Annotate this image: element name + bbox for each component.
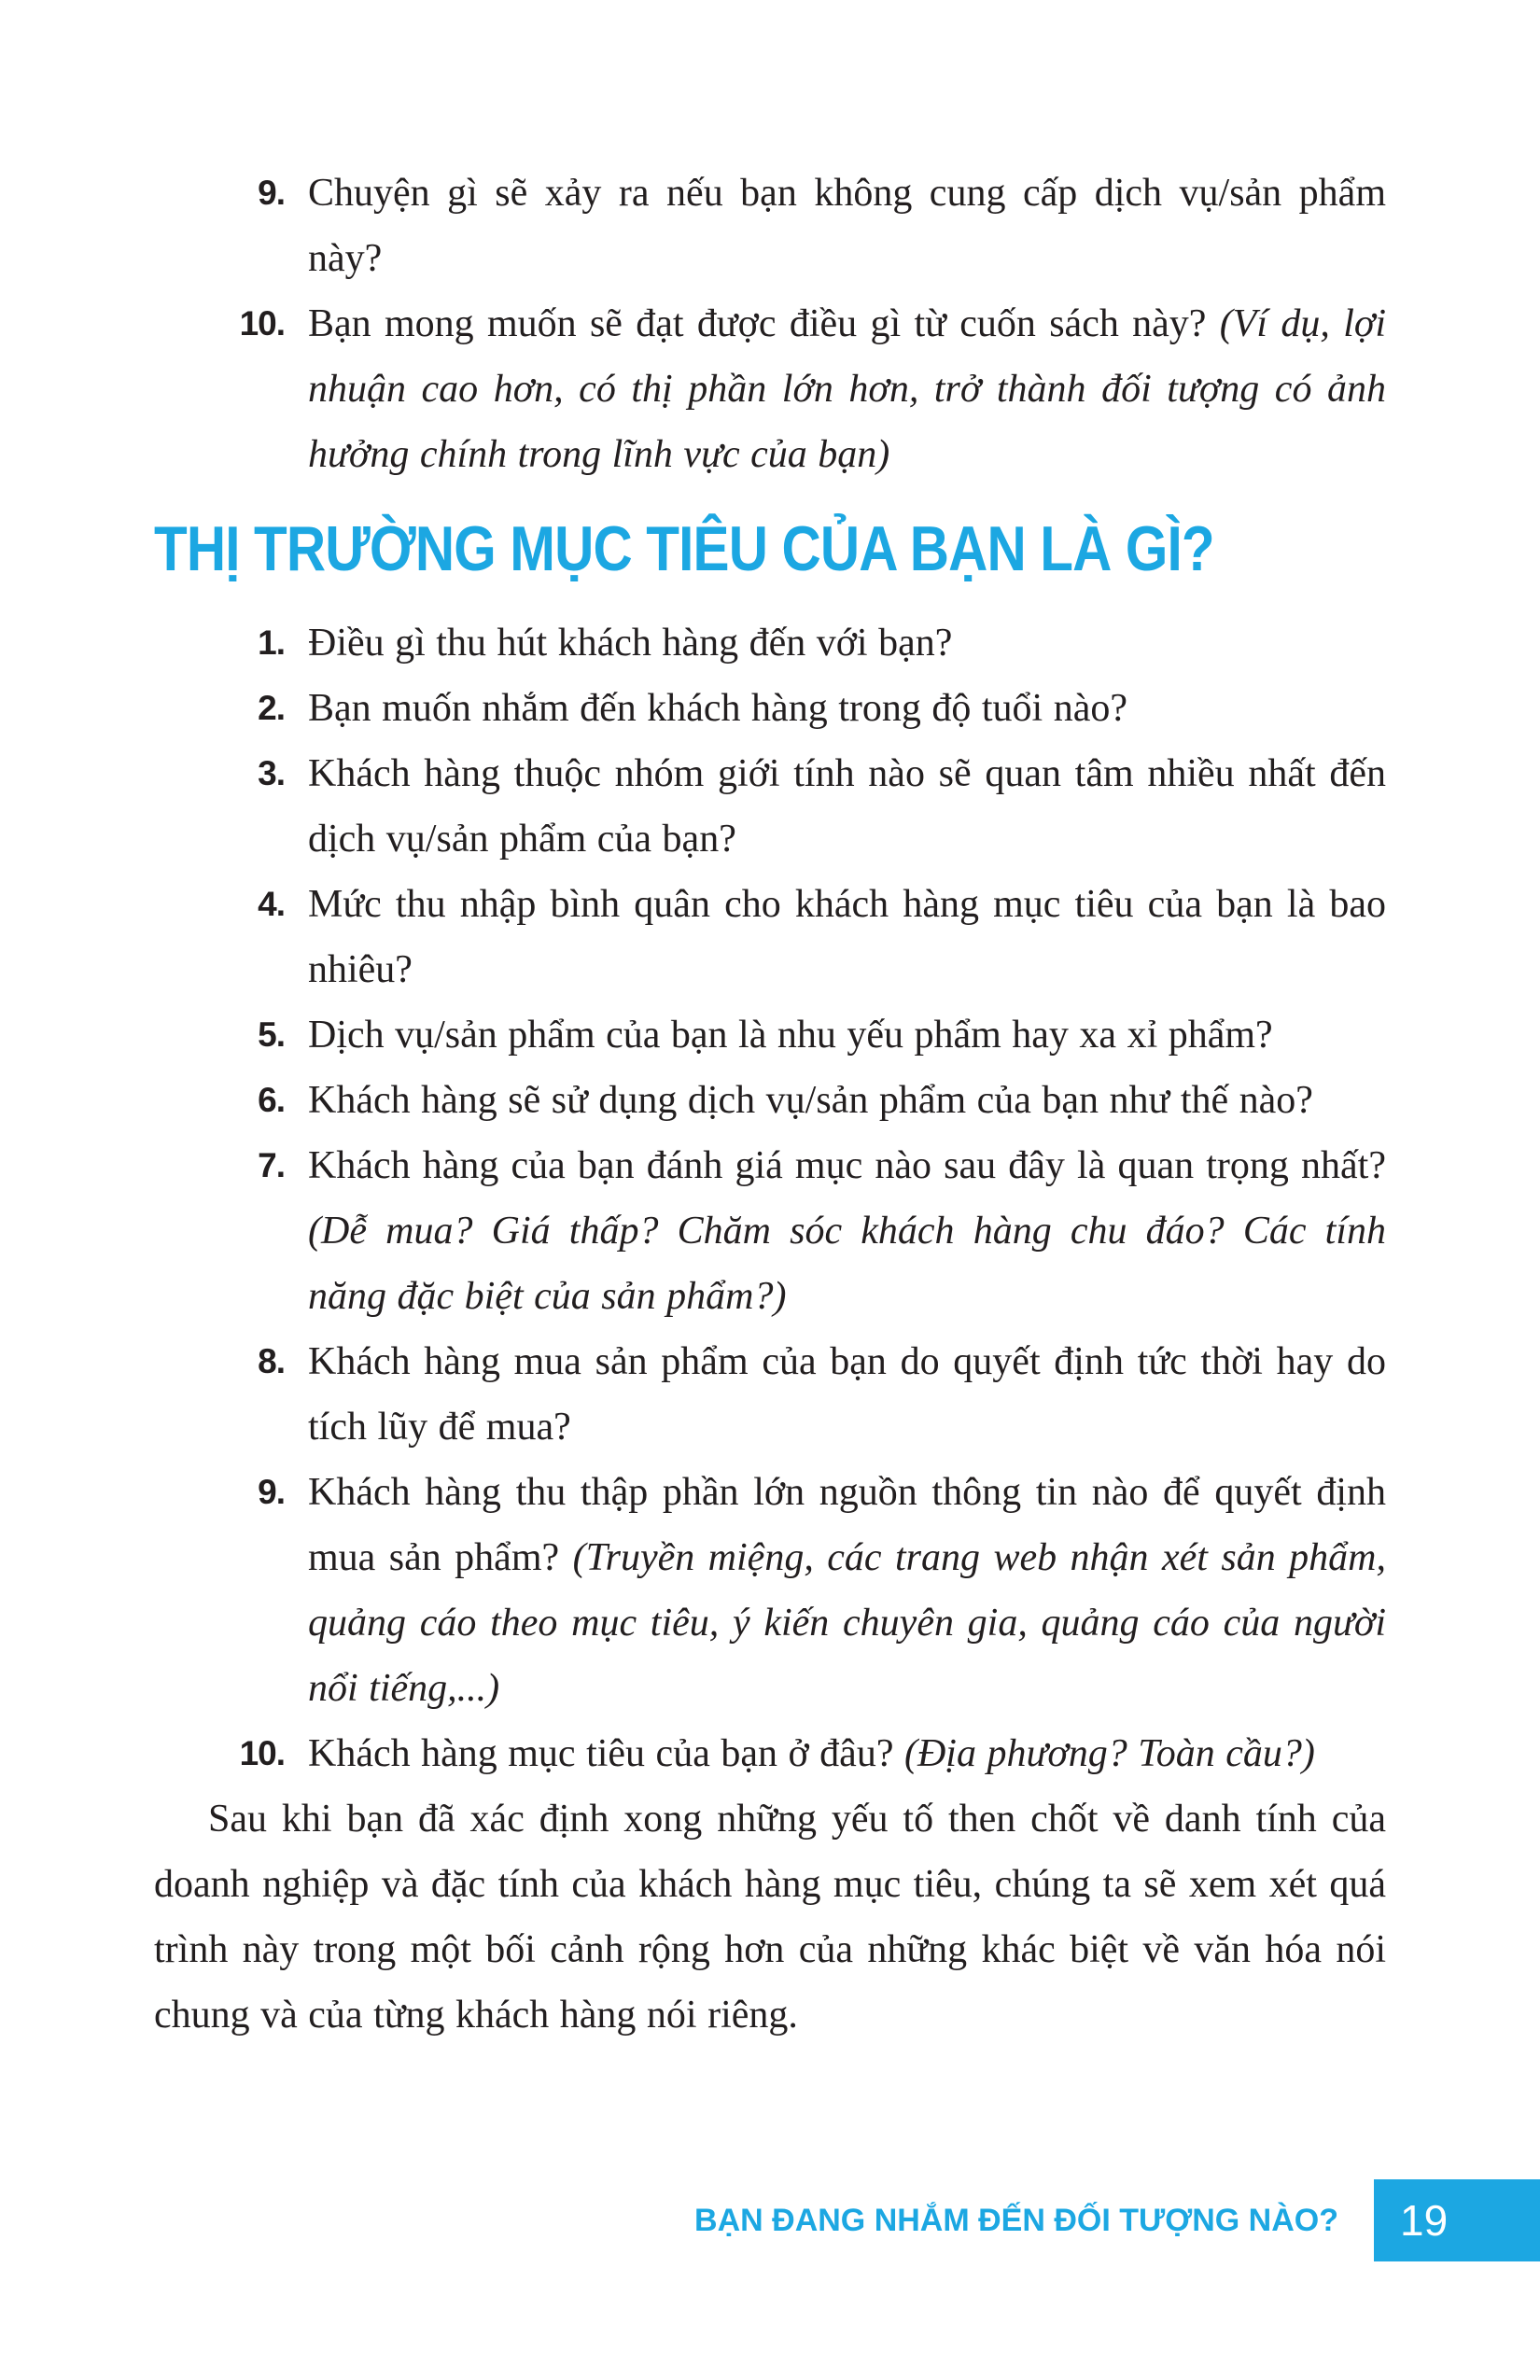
question-text: Bạn muốn nhắm đến khách hàng trong độ tuổi nào? [308, 687, 1127, 730]
question-item [154, 1068, 1386, 1133]
question-text: Bạn mong muốn sẽ đạt được điều gì từ cuốn sách này? (Ví dụ, lợi nhuận cao hơn, có thị phần lớn hơn, trở thành đối tượng có ảnh hưởng chính trong lĩnh vực của bạn) [308, 302, 1386, 476]
question-item [154, 291, 1386, 487]
section-heading-text: THỊ TRƯỜNG MỤC TIÊU CỦA BẠN LÀ GÌ? [154, 513, 1214, 584]
question-item [154, 1460, 1386, 1721]
intro-question-list [154, 161, 1386, 487]
page-number: 19 [1400, 2196, 1449, 2245]
target-market-question-list [154, 610, 1386, 1786]
question-number: 9. [258, 174, 285, 212]
question-item [154, 1002, 1386, 1068]
question-number: 8. [258, 1342, 285, 1380]
question-text: Khách hàng thu thập phần lớn nguồn thông tin nào để quyết định mua sản phẩm? (Truyền miệng, các trang web nhận xét sản phẩm, quảng cáo theo mục tiêu, ý kiến chuyên gia, quảng cáo của người nổi tiếng,...) [308, 1471, 1386, 1710]
section-heading [154, 511, 1386, 586]
question-text: Khách hàng thuộc nhóm giới tính nào sẽ quan tâm nhiều nhất đến dịch vụ/sản phẩm của bạn? [308, 752, 1386, 861]
closing-paragraph: Sau khi bạn đã xác định xong những yếu tố then chốt về danh tính của doanh nghiệp và đặc tính của khách hàng mục tiêu, chúng ta sẽ xem xét quá trình này trong một bối cảnh rộng hơn của những khác biệt về văn hóa nói chung và của từng khách hàng nói riêng. [154, 1798, 1386, 2037]
page-content [154, 161, 1386, 2048]
question-number: 7. [258, 1146, 285, 1184]
question-number: 9. [258, 1473, 285, 1511]
question-number: 5. [258, 1015, 285, 1054]
question-item [154, 1329, 1386, 1460]
question-text: Điều gì thu hút khách hàng đến với bạn? [308, 622, 953, 665]
question-text: Khách hàng mua sản phẩm của bạn do quyết định tức thời hay do tích lũy để mua? [308, 1340, 1386, 1449]
question-text: Khách hàng mục tiêu của bạn ở đâu? (Địa phương? Toàn cầu?) [308, 1732, 1315, 1775]
question-item [154, 872, 1386, 1002]
question-text: Chuyện gì sẽ xảy ra nếu bạn không cung cấp dịch vụ/sản phẩm này? [308, 172, 1386, 280]
question-item [154, 1721, 1386, 1786]
question-item [154, 676, 1386, 741]
page-footer [694, 2179, 1540, 2261]
question-number: 10. [239, 1734, 285, 1772]
page-number-box [1374, 2179, 1540, 2261]
question-number: 1. [258, 623, 285, 662]
question-item [154, 1133, 1386, 1329]
question-text: Khách hàng sẽ sử dụng dịch vụ/sản phẩm của bạn như thế nào? [308, 1079, 1313, 1122]
running-title: BẠN ĐANG NHẮM ĐẾN ĐỐI TƯỢNG NÀO? [694, 2202, 1338, 2238]
question-number: 3. [258, 754, 285, 792]
question-text: Khách hàng của bạn đánh giá mục nào sau đây là quan trọng nhất? (Dễ mua? Giá thấp? Chăm sóc khách hàng chu đáo? Các tính năng đặc biệt của sản phẩm?) [308, 1144, 1386, 1318]
question-item [154, 161, 1386, 291]
question-text: Mức thu nhập bình quân cho khách hàng mục tiêu của bạn là bao nhiêu? [308, 883, 1386, 991]
question-text: Dịch vụ/sản phẩm của bạn là nhu yếu phẩm hay xa xỉ phẩm? [308, 1014, 1273, 1057]
question-item [154, 741, 1386, 872]
question-number: 4. [258, 885, 285, 923]
question-item [154, 610, 1386, 676]
question-number: 10. [239, 304, 285, 343]
question-number: 2. [258, 689, 285, 727]
question-number: 6. [258, 1081, 285, 1119]
